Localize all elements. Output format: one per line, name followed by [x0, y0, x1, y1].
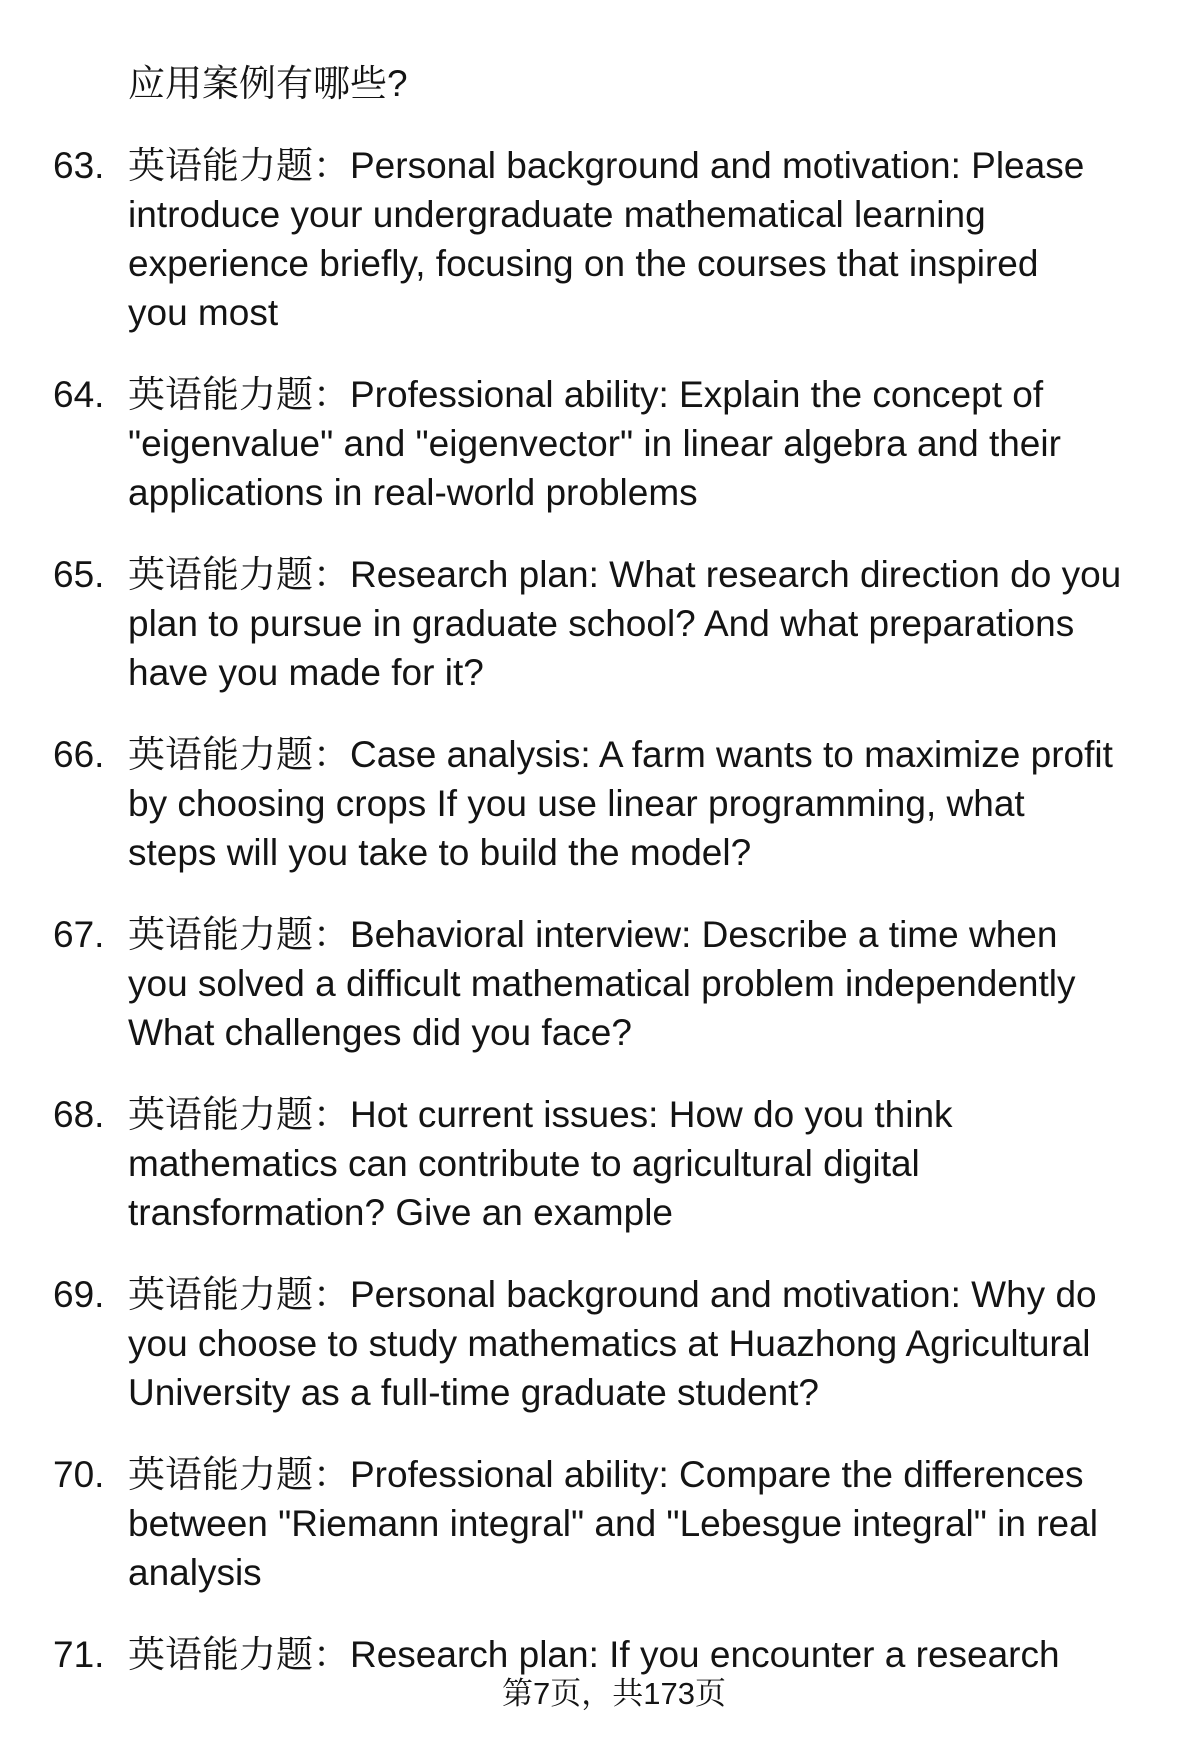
question-item-65 [0, 550, 1200, 697]
question-item-70 [0, 1450, 1200, 1597]
question-line: introduce your undergraduate mathematical learning [128, 194, 986, 235]
question-item-67 [0, 910, 1200, 1057]
question-number: 65. [53, 554, 105, 595]
question-item-68 [0, 1090, 1200, 1237]
question-line: experience briefly, focusing on the courses that inspired [128, 243, 1039, 284]
question-line: 英语能力题：Personal background and motivation: Why do [128, 1274, 1097, 1315]
question-line: 英语能力题：Professional ability: Compare the differences [128, 1454, 1084, 1495]
question-item-71 [0, 1630, 1200, 1679]
question-number: 63. [53, 145, 105, 186]
question-item-64 [0, 370, 1200, 517]
question-number: 66. [53, 734, 105, 775]
question-number: 71. [53, 1634, 105, 1675]
question-number: 69. [53, 1274, 105, 1315]
question-line: steps will you take to build the model? [128, 832, 752, 873]
question-item-66 [0, 730, 1200, 877]
question-line: What challenges did you face? [128, 1012, 632, 1053]
question-line: you most [128, 292, 279, 333]
question-line: 英语能力题：Research plan: What research direction do you [128, 554, 1122, 595]
question-line: have you made for it? [128, 652, 484, 693]
question-line: "eigenvalue" and "eigenvector" in linear algebra and their [128, 423, 1061, 464]
question-line: 英语能力题：Hot current issues: How do you think [128, 1094, 953, 1135]
question-line: transformation? Give an example [128, 1192, 673, 1233]
question-number: 67. [53, 914, 105, 955]
question-line: by choosing crops If you use linear programming, what [128, 783, 1025, 824]
question-line: analysis [128, 1552, 262, 1593]
question-line: you choose to study mathematics at Huazhong Agricultural [128, 1323, 1091, 1364]
question-line: you solved a difficult mathematical problem independently [128, 963, 1076, 1004]
question-line: mathematics can contribute to agricultural digital [128, 1143, 920, 1184]
question-line: University as a full-time graduate student? [128, 1372, 820, 1413]
question-line: between "Riemann integral" and "Lebesgue integral" in real [128, 1503, 1098, 1544]
question-line: plan to pursue in graduate school? And what preparations [128, 603, 1075, 644]
page-number-footer: 第7页，共173页 [502, 1676, 726, 1711]
question-line: 英语能力题：Case analysis: A farm wants to maximize profit [128, 734, 1113, 775]
question-line: 英语能力题：Behavioral interview: Describe a time when [128, 914, 1058, 955]
question-line: 英语能力题：Research plan: If you encounter a research [128, 1634, 1060, 1675]
question-line: 英语能力题：Professional ability: Explain the concept of [128, 374, 1044, 415]
question-number: 68. [53, 1094, 105, 1135]
question-item-63 [0, 141, 1200, 337]
question-line: 英语能力题：Personal background and motivation: Please [128, 145, 1085, 186]
question-list [0, 59, 1200, 1679]
continued-question-line: 应用案例有哪些? [128, 63, 408, 104]
question-number: 70. [53, 1454, 105, 1495]
question-item-69 [0, 1270, 1200, 1417]
question-number: 64. [53, 374, 105, 415]
question-line: applications in real-world problems [128, 472, 698, 513]
